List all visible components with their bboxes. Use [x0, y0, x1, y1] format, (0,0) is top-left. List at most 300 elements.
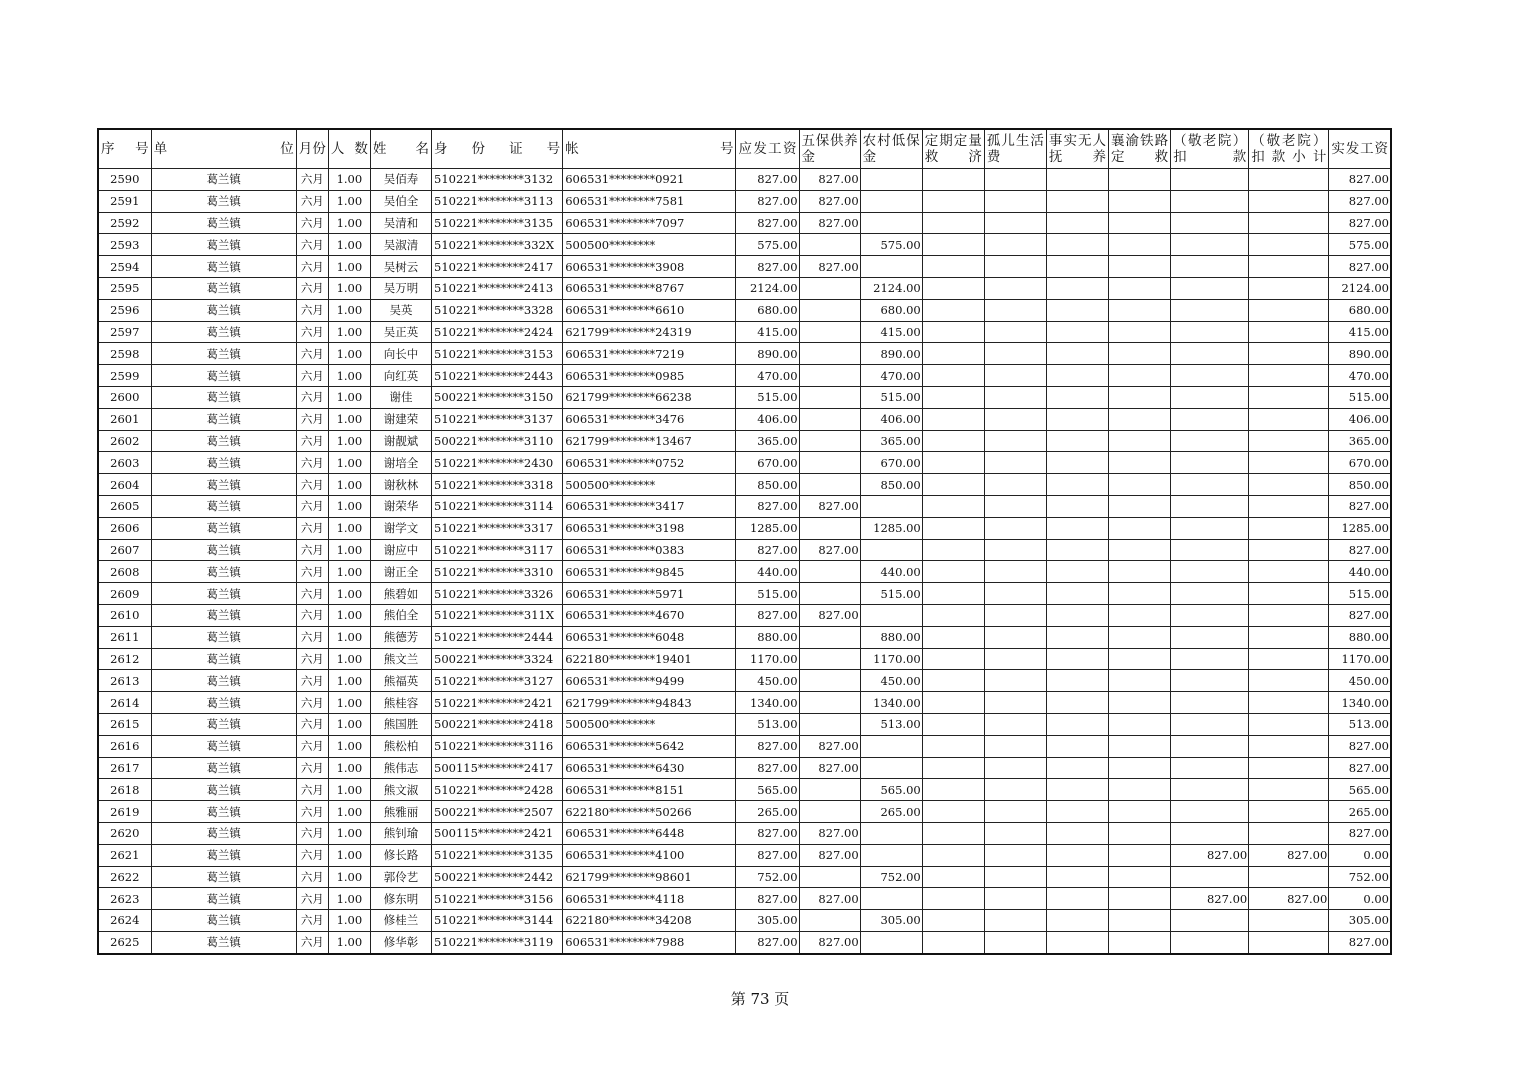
cell-dingqi [922, 561, 984, 583]
cell-unit: 葛兰镇 [151, 801, 296, 823]
cell-account: 621799********66238 [563, 386, 736, 408]
cell-persons: 1.00 [328, 365, 370, 387]
cell-persons: 1.00 [328, 626, 370, 648]
table-row [98, 234, 1391, 256]
cell-unit: 葛兰镇 [151, 888, 296, 910]
table-row [98, 495, 1391, 517]
cell-name: 修华彰 [370, 931, 431, 953]
cell-xiangyu [1109, 670, 1171, 692]
cell-wubao [799, 430, 860, 452]
cell-name: 熊德芳 [370, 626, 431, 648]
col-header-guer: 孤儿生活费 [984, 129, 1046, 169]
cell-actual: 513.00 [1329, 713, 1391, 735]
cell-dibao: 1285.00 [860, 517, 922, 539]
cell-name: 吴伯全 [370, 190, 431, 212]
cell-dibao [860, 212, 922, 234]
cell-account: 606531********3198 [563, 517, 736, 539]
cell-name: 熊钊瑜 [370, 822, 431, 844]
cell-seq: 2610 [98, 604, 151, 626]
cell-guer [984, 365, 1046, 387]
cell-payable: 827.00 [736, 495, 799, 517]
cell-account: 622180********34208 [563, 910, 736, 932]
cell-payable: 827.00 [736, 888, 799, 910]
cell-xiangyu [1109, 583, 1171, 605]
col-header-payable: 应发工资 [736, 129, 799, 169]
cell-id-number: 510221********3132 [432, 169, 563, 191]
payroll-table [97, 128, 1392, 955]
cell-account: 621799********13467 [563, 430, 736, 452]
col-header-account: 帐 号 [563, 129, 736, 169]
cell-deduct: 827.00 [1171, 888, 1249, 910]
cell-account: 606531********7097 [563, 212, 736, 234]
table-row [98, 408, 1391, 430]
cell-wubao [799, 910, 860, 932]
cell-wubao: 827.00 [799, 190, 860, 212]
cell-seq: 2623 [98, 888, 151, 910]
cell-guer [984, 888, 1046, 910]
cell-deduct-subtotal [1249, 386, 1329, 408]
cell-wubao: 827.00 [799, 495, 860, 517]
cell-name: 吴正英 [370, 321, 431, 343]
cell-account: 606531********8767 [563, 277, 736, 299]
cell-guer [984, 779, 1046, 801]
cell-wubao: 827.00 [799, 539, 860, 561]
cell-month: 六月 [296, 801, 328, 823]
cell-xiangyu [1109, 190, 1171, 212]
cell-xiangyu [1109, 277, 1171, 299]
table-row [98, 692, 1391, 714]
cell-name: 熊伯全 [370, 604, 431, 626]
cell-dibao [860, 169, 922, 191]
cell-dingqi [922, 539, 984, 561]
col-header-deduct: （敬老院）扣款 [1171, 129, 1249, 169]
cell-name: 吴万明 [370, 277, 431, 299]
cell-shishi [1046, 866, 1108, 888]
cell-persons: 1.00 [328, 408, 370, 430]
cell-guer [984, 234, 1046, 256]
cell-month: 六月 [296, 495, 328, 517]
cell-persons: 1.00 [328, 931, 370, 953]
cell-persons: 1.00 [328, 212, 370, 234]
cell-payable: 850.00 [736, 474, 799, 496]
cell-guer [984, 692, 1046, 714]
table-row [98, 670, 1391, 692]
table-row [98, 365, 1391, 387]
cell-name: 修东明 [370, 888, 431, 910]
cell-deduct [1171, 299, 1249, 321]
cell-wubao [799, 299, 860, 321]
cell-deduct-subtotal [1249, 713, 1329, 735]
cell-persons: 1.00 [328, 604, 370, 626]
cell-deduct [1171, 474, 1249, 496]
cell-wubao [799, 648, 860, 670]
cell-guer [984, 735, 1046, 757]
cell-deduct [1171, 779, 1249, 801]
cell-seq: 2607 [98, 539, 151, 561]
cell-deduct-subtotal [1249, 234, 1329, 256]
cell-id-number: 510221********3137 [432, 408, 563, 430]
cell-seq: 2625 [98, 931, 151, 953]
cell-deduct-subtotal [1249, 626, 1329, 648]
cell-id-number: 510221********2430 [432, 452, 563, 474]
cell-shishi [1046, 910, 1108, 932]
cell-deduct [1171, 277, 1249, 299]
cell-month: 六月 [296, 692, 328, 714]
cell-persons: 1.00 [328, 474, 370, 496]
cell-persons: 1.00 [328, 888, 370, 910]
cell-deduct [1171, 386, 1249, 408]
cell-month: 六月 [296, 648, 328, 670]
cell-deduct-subtotal [1249, 365, 1329, 387]
cell-guer [984, 495, 1046, 517]
cell-id-number: 500115********2417 [432, 757, 563, 779]
cell-payable: 827.00 [736, 539, 799, 561]
cell-xiangyu [1109, 474, 1171, 496]
cell-deduct-subtotal [1249, 670, 1329, 692]
cell-id-number: 510221********3114 [432, 495, 563, 517]
cell-seq: 2592 [98, 212, 151, 234]
cell-month: 六月 [296, 169, 328, 191]
cell-guer [984, 583, 1046, 605]
page-number: 第 73 页 [730, 990, 790, 1008]
cell-seq: 2608 [98, 561, 151, 583]
cell-deduct-subtotal: 827.00 [1249, 888, 1329, 910]
cell-seq: 2598 [98, 343, 151, 365]
cell-dingqi [922, 299, 984, 321]
cell-account: 606531********9845 [563, 561, 736, 583]
table-row [98, 931, 1391, 953]
cell-wubao: 827.00 [799, 604, 860, 626]
cell-dingqi [922, 670, 984, 692]
cell-persons: 1.00 [328, 169, 370, 191]
cell-id-number: 510221********2417 [432, 256, 563, 278]
cell-account: 606531********6048 [563, 626, 736, 648]
cell-id-number: 500115********2421 [432, 822, 563, 844]
cell-payable: 827.00 [736, 169, 799, 191]
cell-xiangyu [1109, 735, 1171, 757]
cell-persons: 1.00 [328, 866, 370, 888]
cell-guer [984, 757, 1046, 779]
table-row [98, 888, 1391, 910]
cell-seq: 2617 [98, 757, 151, 779]
cell-dingqi [922, 234, 984, 256]
cell-unit: 葛兰镇 [151, 779, 296, 801]
cell-deduct-subtotal [1249, 321, 1329, 343]
cell-deduct-subtotal [1249, 343, 1329, 365]
cell-persons: 1.00 [328, 256, 370, 278]
table-row [98, 626, 1391, 648]
table-row [98, 169, 1391, 191]
cell-account: 622180********50266 [563, 801, 736, 823]
cell-guer [984, 648, 1046, 670]
cell-dingqi [922, 495, 984, 517]
cell-wubao [799, 517, 860, 539]
cell-name: 谢建荣 [370, 408, 431, 430]
cell-payable: 2124.00 [736, 277, 799, 299]
cell-dingqi [922, 866, 984, 888]
cell-shishi [1046, 539, 1108, 561]
cell-xiangyu [1109, 386, 1171, 408]
cell-account: 606531********6610 [563, 299, 736, 321]
cell-actual: 827.00 [1329, 931, 1391, 953]
table-row [98, 801, 1391, 823]
table-row [98, 474, 1391, 496]
cell-wubao: 827.00 [799, 931, 860, 953]
cell-month: 六月 [296, 474, 328, 496]
cell-xiangyu [1109, 648, 1171, 670]
cell-month: 六月 [296, 604, 328, 626]
cell-shishi [1046, 321, 1108, 343]
cell-dibao: 752.00 [860, 866, 922, 888]
cell-month: 六月 [296, 321, 328, 343]
cell-account: 606531********6448 [563, 822, 736, 844]
cell-month: 六月 [296, 822, 328, 844]
cell-id-number: 500221********3324 [432, 648, 563, 670]
cell-id-number: 500221********3150 [432, 386, 563, 408]
header-row [98, 129, 1391, 169]
cell-month: 六月 [296, 910, 328, 932]
cell-persons: 1.00 [328, 321, 370, 343]
cell-actual: 450.00 [1329, 670, 1391, 692]
cell-deduct-subtotal [1249, 822, 1329, 844]
cell-dingqi [922, 583, 984, 605]
cell-dingqi [922, 888, 984, 910]
cell-xiangyu [1109, 517, 1171, 539]
cell-name: 吴英 [370, 299, 431, 321]
cell-payable: 365.00 [736, 430, 799, 452]
cell-id-number: 500221********3110 [432, 430, 563, 452]
cell-wubao [799, 365, 860, 387]
cell-dingqi [922, 321, 984, 343]
cell-deduct [1171, 169, 1249, 191]
cell-account: 606531********9499 [563, 670, 736, 692]
cell-unit: 葛兰镇 [151, 735, 296, 757]
cell-actual: 365.00 [1329, 430, 1391, 452]
cell-xiangyu [1109, 757, 1171, 779]
cell-unit: 葛兰镇 [151, 604, 296, 626]
cell-name: 谢学文 [370, 517, 431, 539]
cell-deduct [1171, 234, 1249, 256]
cell-xiangyu [1109, 169, 1171, 191]
cell-month: 六月 [296, 365, 328, 387]
cell-dibao [860, 539, 922, 561]
cell-wubao: 827.00 [799, 844, 860, 866]
cell-id-number: 510221********3127 [432, 670, 563, 692]
cell-name: 修桂兰 [370, 910, 431, 932]
cell-deduct [1171, 583, 1249, 605]
cell-xiangyu [1109, 343, 1171, 365]
cell-persons: 1.00 [328, 561, 370, 583]
cell-actual: 305.00 [1329, 910, 1391, 932]
cell-actual: 827.00 [1329, 190, 1391, 212]
cell-dibao [860, 757, 922, 779]
cell-name: 熊福英 [370, 670, 431, 692]
cell-name: 熊文兰 [370, 648, 431, 670]
cell-wubao [799, 234, 860, 256]
cell-unit: 葛兰镇 [151, 626, 296, 648]
cell-guer [984, 256, 1046, 278]
cell-unit: 葛兰镇 [151, 539, 296, 561]
cell-seq: 2602 [98, 430, 151, 452]
cell-dingqi [922, 343, 984, 365]
cell-dibao: 440.00 [860, 561, 922, 583]
cell-month: 六月 [296, 626, 328, 648]
cell-id-number: 510221********2421 [432, 692, 563, 714]
cell-seq: 2613 [98, 670, 151, 692]
cell-guer [984, 212, 1046, 234]
cell-dibao: 513.00 [860, 713, 922, 735]
cell-unit: 葛兰镇 [151, 408, 296, 430]
cell-deduct-subtotal [1249, 256, 1329, 278]
cell-month: 六月 [296, 670, 328, 692]
cell-xiangyu [1109, 256, 1171, 278]
cell-month: 六月 [296, 452, 328, 474]
cell-payable: 827.00 [736, 190, 799, 212]
table-row [98, 190, 1391, 212]
cell-payable: 827.00 [736, 822, 799, 844]
table-row [98, 822, 1391, 844]
cell-xiangyu [1109, 626, 1171, 648]
cell-wubao [799, 386, 860, 408]
table-row [98, 321, 1391, 343]
cell-unit: 葛兰镇 [151, 931, 296, 953]
cell-guer [984, 670, 1046, 692]
cell-unit: 葛兰镇 [151, 474, 296, 496]
cell-xiangyu [1109, 910, 1171, 932]
cell-xiangyu [1109, 561, 1171, 583]
cell-unit: 葛兰镇 [151, 648, 296, 670]
cell-name: 吴佰寿 [370, 169, 431, 191]
cell-id-number: 510221********3317 [432, 517, 563, 539]
cell-payable: 565.00 [736, 779, 799, 801]
cell-deduct-subtotal [1249, 757, 1329, 779]
cell-account: 621799********94843 [563, 692, 736, 714]
cell-account: 606531********3417 [563, 495, 736, 517]
cell-dingqi [922, 517, 984, 539]
cell-deduct-subtotal [1249, 430, 1329, 452]
cell-guer [984, 604, 1046, 626]
cell-name: 熊松柏 [370, 735, 431, 757]
cell-wubao: 827.00 [799, 822, 860, 844]
cell-actual: 880.00 [1329, 626, 1391, 648]
cell-account: 621799********98601 [563, 866, 736, 888]
cell-deduct [1171, 931, 1249, 953]
cell-account: 606531********0383 [563, 539, 736, 561]
cell-seq: 2601 [98, 408, 151, 430]
table-row [98, 343, 1391, 365]
cell-payable: 406.00 [736, 408, 799, 430]
cell-persons: 1.00 [328, 648, 370, 670]
cell-account: 606531********7219 [563, 343, 736, 365]
cell-seq: 2616 [98, 735, 151, 757]
cell-deduct [1171, 256, 1249, 278]
cell-deduct [1171, 692, 1249, 714]
cell-xiangyu [1109, 365, 1171, 387]
cell-actual: 515.00 [1329, 386, 1391, 408]
cell-month: 六月 [296, 779, 328, 801]
cell-month: 六月 [296, 866, 328, 888]
cell-unit: 葛兰镇 [151, 277, 296, 299]
cell-dingqi [922, 626, 984, 648]
cell-deduct [1171, 517, 1249, 539]
cell-persons: 1.00 [328, 452, 370, 474]
cell-dingqi [922, 844, 984, 866]
cell-deduct-subtotal [1249, 561, 1329, 583]
cell-id-number: 510221********3119 [432, 931, 563, 953]
cell-seq: 2614 [98, 692, 151, 714]
cell-payable: 880.00 [736, 626, 799, 648]
cell-wubao [799, 277, 860, 299]
cell-actual: 827.00 [1329, 604, 1391, 626]
cell-id-number: 510221********3156 [432, 888, 563, 910]
cell-dingqi [922, 757, 984, 779]
cell-guer [984, 866, 1046, 888]
cell-wubao [799, 321, 860, 343]
cell-shishi [1046, 844, 1108, 866]
cell-deduct-subtotal [1249, 604, 1329, 626]
cell-shishi [1046, 931, 1108, 953]
table-row [98, 386, 1391, 408]
cell-unit: 葛兰镇 [151, 430, 296, 452]
cell-guer [984, 844, 1046, 866]
cell-guer [984, 822, 1046, 844]
cell-seq: 2618 [98, 779, 151, 801]
cell-wubao [799, 474, 860, 496]
cell-account: 500500******** [563, 474, 736, 496]
cell-month: 六月 [296, 561, 328, 583]
cell-deduct [1171, 670, 1249, 692]
cell-shishi [1046, 779, 1108, 801]
cell-wubao: 827.00 [799, 757, 860, 779]
cell-shishi [1046, 408, 1108, 430]
cell-id-number: 510221********2428 [432, 779, 563, 801]
cell-dibao [860, 931, 922, 953]
cell-xiangyu [1109, 212, 1171, 234]
cell-dingqi [922, 910, 984, 932]
cell-wubao [799, 670, 860, 692]
cell-guer [984, 713, 1046, 735]
cell-xiangyu [1109, 801, 1171, 823]
cell-guer [984, 430, 1046, 452]
cell-payable: 1170.00 [736, 648, 799, 670]
cell-actual: 406.00 [1329, 408, 1391, 430]
cell-payable: 305.00 [736, 910, 799, 932]
cell-payable: 827.00 [736, 212, 799, 234]
cell-unit: 葛兰镇 [151, 866, 296, 888]
cell-wubao [799, 408, 860, 430]
cell-seq: 2595 [98, 277, 151, 299]
cell-shishi [1046, 474, 1108, 496]
cell-deduct-subtotal [1249, 169, 1329, 191]
cell-actual: 850.00 [1329, 474, 1391, 496]
cell-actual: 575.00 [1329, 234, 1391, 256]
cell-xiangyu [1109, 495, 1171, 517]
cell-deduct [1171, 212, 1249, 234]
cell-wubao [799, 561, 860, 583]
cell-shishi [1046, 888, 1108, 910]
cell-deduct [1171, 430, 1249, 452]
cell-deduct [1171, 321, 1249, 343]
cell-persons: 1.00 [328, 757, 370, 779]
cell-payable: 670.00 [736, 452, 799, 474]
cell-xiangyu [1109, 234, 1171, 256]
cell-deduct-subtotal [1249, 190, 1329, 212]
cell-deduct-subtotal [1249, 495, 1329, 517]
cell-guer [984, 561, 1046, 583]
cell-account: 606531********6430 [563, 757, 736, 779]
cell-id-number: 510221********3135 [432, 212, 563, 234]
cell-unit: 葛兰镇 [151, 583, 296, 605]
